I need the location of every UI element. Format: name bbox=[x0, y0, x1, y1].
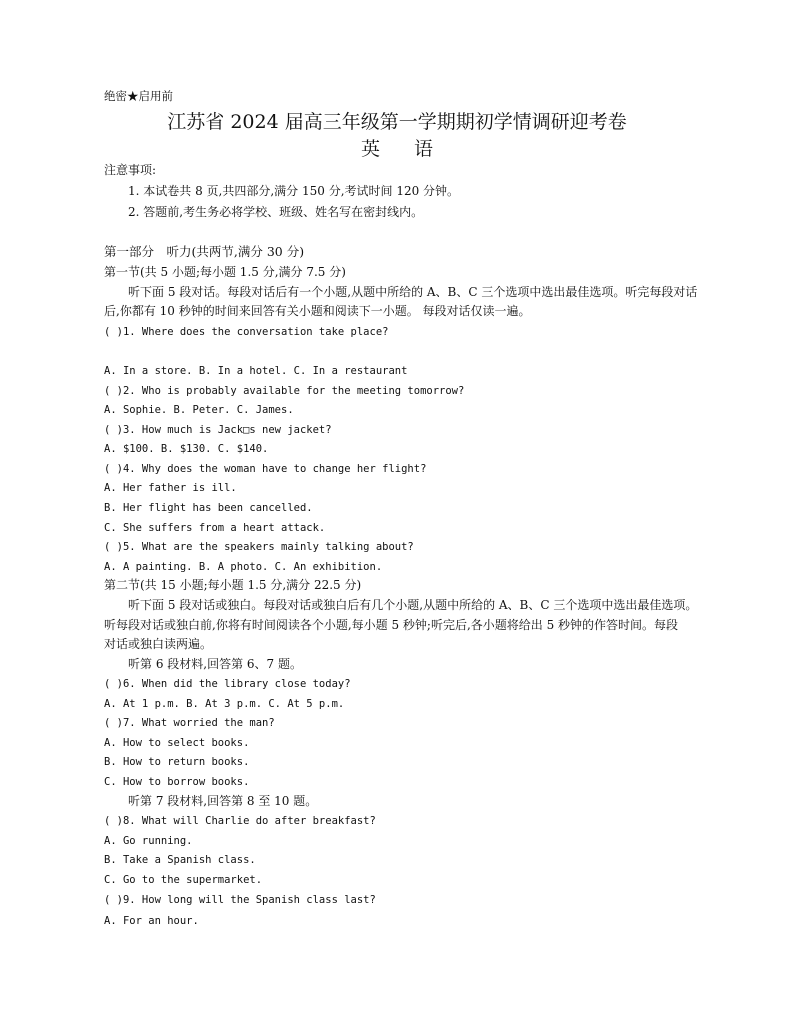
section1-instruction-1: 听下面 5 段对话。每段对话后有一个小题,从题中所给的 A、B、C 三个选项中选出最佳选项。听完每段对话 bbox=[128, 285, 698, 299]
question-9-option-a: A. For an hour. bbox=[104, 915, 199, 927]
section2-instruction-1: 听下面 5 段对话或独白。每段对话或独白后有几个小题,从题中所给的 A、B、C 三个选项中选出最佳选项。 bbox=[128, 598, 698, 612]
part1-heading: 第一部分 听力(共两节,满分 30 分) bbox=[104, 244, 305, 259]
question-5-stem: ( )5. What are the speakers mainly talking about? bbox=[104, 541, 414, 553]
notes-heading: 注意事项: bbox=[104, 163, 157, 177]
question-7-option-b: B. How to return books. bbox=[104, 756, 250, 768]
question-4-option-b: B. Her flight has been cancelled. bbox=[104, 502, 313, 514]
note-item-2: 2. 答题前,考生务必将学校、班级、姓名写在密封线内。 bbox=[128, 205, 424, 219]
section1-instruction-2: 后,你都有 10 秒钟的时间来回答有关小题和阅读下一小题。 每段对话仅读一遍。 bbox=[104, 304, 531, 318]
question-2-stem: ( )2. Who is probably available for the meeting tomorrow? bbox=[104, 385, 465, 397]
question-8-option-b: B. Take a Spanish class. bbox=[104, 854, 256, 866]
question-3-stem: ( )3. How much is Jack□s new jacket? bbox=[104, 424, 332, 436]
question-3-options: A. $100. B. $130. C. $140. bbox=[104, 443, 269, 455]
question-1-options: A. In a store. B. In a hotel. C. In a restaurant bbox=[104, 365, 408, 377]
question-9-stem: ( )9. How long will the Spanish class last? bbox=[104, 894, 376, 906]
question-5-options: A. A painting. B. A photo. C. An exhibition. bbox=[104, 561, 383, 573]
question-4-option-c: C. She suffers from a heart attack. bbox=[104, 522, 326, 534]
question-6-stem: ( )6. When did the library close today? bbox=[104, 678, 351, 690]
question-1-stem: ( )1. Where does the conversation take place? bbox=[104, 326, 389, 338]
section2-instruction-3: 对话或独白读两遍。 bbox=[104, 637, 213, 651]
section2-heading: 第二节(共 15 小题;每小题 1.5 分,满分 22.5 分) bbox=[104, 578, 362, 592]
question-4-option-a: A. Her father is ill. bbox=[104, 482, 237, 494]
question-7-stem: ( )7. What worried the man? bbox=[104, 717, 275, 729]
question-8-option-a: A. Go running. bbox=[104, 835, 193, 847]
question-8-option-c: C. Go to the supermarket. bbox=[104, 874, 263, 886]
question-8-stem: ( )8. What will Charlie do after breakfast? bbox=[104, 815, 376, 827]
note-item-1: 1. 本试卷共 8 页,共四部分,满分 150 分,考试时间 120 分钟。 bbox=[128, 184, 460, 198]
exam-title: 江苏省 2024 届高三年级第一学期期初学情调研迎考卷 bbox=[167, 111, 627, 133]
material-6-note: 听第 6 段材料,回答第 6、7 题。 bbox=[128, 657, 302, 671]
question-7-option-c: C. How to borrow books. bbox=[104, 776, 250, 788]
exam-subject: 英 语 bbox=[360, 138, 448, 160]
secret-mark: 绝密★启用前 bbox=[104, 89, 173, 103]
question-7-option-a: A. How to select books. bbox=[104, 737, 250, 749]
section2-instruction-2: 听每段对话或独白前,你将有时间阅读各个小题,每小题 5 秒钟;听完后,各小题将给出 5 秒钟的作答时间。每段 bbox=[104, 618, 679, 632]
question-2-options: A. Sophie. B. Peter. C. James. bbox=[104, 404, 294, 416]
material-7-note: 听第 7 段材料,回答第 8 至 10 题。 bbox=[128, 794, 318, 808]
section1-heading: 第一节(共 5 小题;每小题 1.5 分,满分 7.5 分) bbox=[104, 265, 346, 279]
question-6-options: A. At 1 p.m. B. At 3 p.m. C. At 5 p.m. bbox=[104, 698, 345, 710]
question-4-stem: ( )4. Why does the woman have to change her flight? bbox=[104, 463, 427, 475]
